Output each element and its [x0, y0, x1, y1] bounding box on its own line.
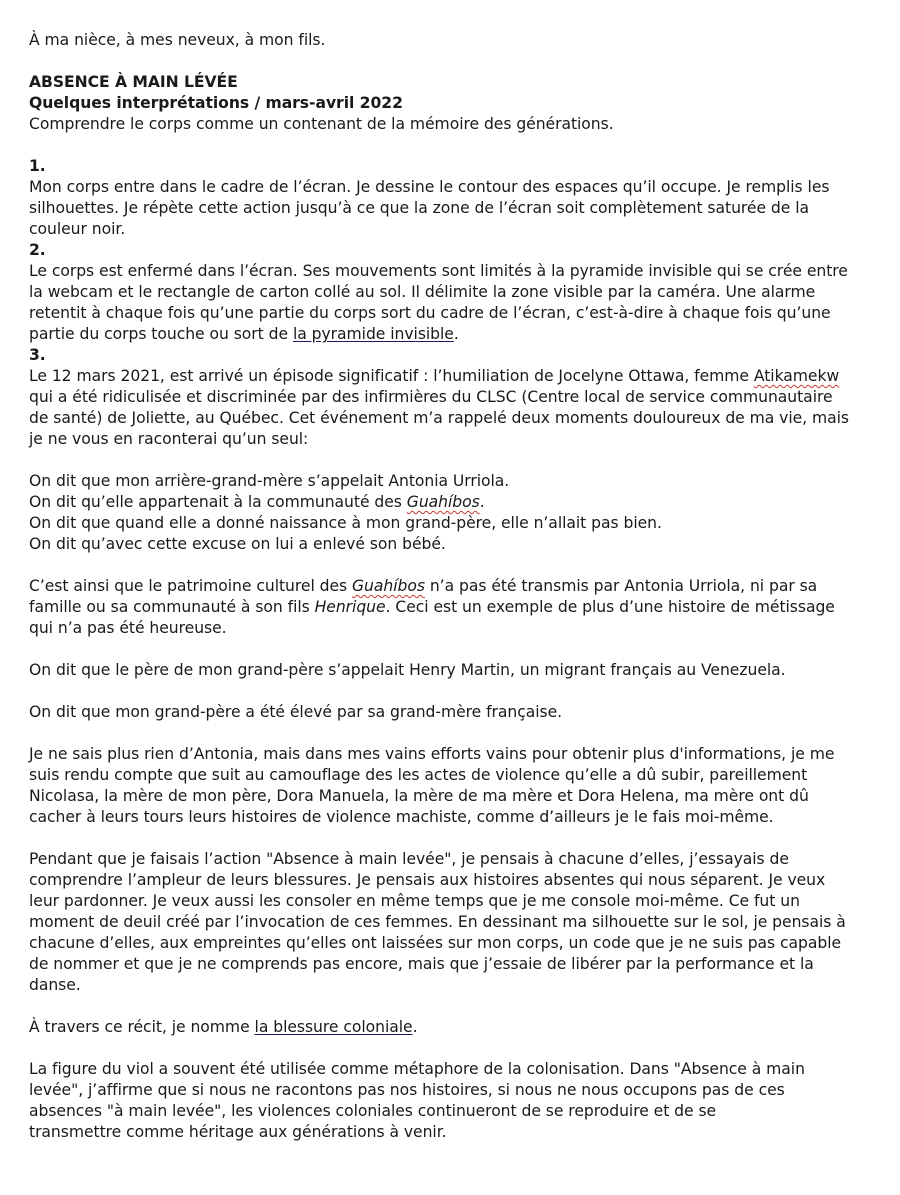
section-1-line: Mon corps entre dans le cadre de l’écran. Je dessine le contour des espaces qu’il occupe. Je remplis les	[29, 178, 830, 196]
paragraph-line: Nicolasa, la mère de mon père, Dora Manuela, la mère de ma mère et Dora Helena, ma mère ont dû	[29, 787, 809, 805]
section-3-line: Le 12 mars 2021, est arrivé un épisode significatif : l’humiliation de Jocelyne Ottawa, femme Atikamekw	[29, 367, 840, 385]
section-3-line: je ne vous en raconterai qu’un seul:	[29, 430, 309, 448]
section-2-number: 2.	[29, 241, 46, 259]
paragraph-line: absences "à main levée", les violences coloniales continueront de se reproduire et de se	[29, 1102, 717, 1120]
spellcheck-word: Guahíbos	[406, 493, 480, 511]
paragraph-line: comprendre l’ampleur de leurs blessures. Je pensais aux histoires absentes qui nous séparent. Je veux	[29, 871, 826, 889]
blessure-coloniale-link[interactable]: la blessure coloniale	[254, 1018, 413, 1036]
dedication: À ma nièce, à mes neveux, à mon fils.	[29, 31, 326, 49]
paragraph-line: leur pardonner. Je veux aussi les consoler en même temps que je me console moi-même. Ce fut un	[29, 892, 800, 910]
section-1-line: couleur noir.	[29, 220, 126, 238]
paragraph-line: suis rendu compte que suit au camouflage des les actes de violence qu’elle a dû subir, pareillement	[29, 766, 808, 784]
pyramide-invisible-link[interactable]: la pyramide invisible	[292, 325, 454, 343]
section-2-line: retentit à chaque fois qu’une partie du corps sort du cadre de l’écran, c’est-à-dire à chaque fois qu’une	[29, 304, 831, 322]
paragraph-line: moment de deuil créé par l’invocation de ces femmes. En dessinant ma silhouette sur le sol, je pensais à	[29, 913, 846, 931]
spellcheck-word: Guahíbos	[352, 577, 425, 595]
paragraph-line: levée", j’affirme que si nous ne racontons pas nos histoires, si nous ne nous occupons pas de ces	[29, 1081, 785, 1099]
paragraph-line: cacher à leurs tours leurs histoires de violence machiste, comme d’ailleurs je le fais moi-même.	[29, 808, 774, 826]
paragraph-line: chacune d’elles, aux empreintes qu’elles ont laissées sur mon corps, un code que je ne suis pas capable	[29, 934, 842, 952]
section-2-line: la webcam et le rectangle de carton collé au sol. Il délimite la zone visible par la caméra. Une alarme	[29, 283, 816, 301]
paragraph-line: Pendant que je faisais l’action "Absence à main levée", je pensais à chacune d’elles, j’essayais de	[29, 850, 789, 868]
section-3-line: qui a été ridiculisée et discriminée par des infirmières du CLSC (Centre local de service communautaire	[29, 388, 833, 406]
subtitle-text: Quelques interprétations / mars-avril 2022	[29, 94, 403, 112]
intro: Comprendre le corps comme un contenant de la mémoire des générations.	[29, 115, 614, 133]
section-2-line: Le corps est enfermé dans l’écran. Ses mouvements sont limités à la pyramide invisible qui se crée entre	[29, 262, 848, 280]
document-title	[29, 72, 880, 93]
spellcheck-word: Atikamekw	[753, 367, 840, 385]
paragraph-line: famille ou sa communauté à son fils Henrique. Ceci est un exemple de plus d’une histoire de métissage	[29, 598, 835, 616]
section-3-line: de santé) de Joliette, au Québec. Cet événement m’a rappelé deux moments douloureux de ma vie, mais	[29, 409, 849, 427]
section-2-line: partie du corps touche ou sort de la pyramide invisible.	[29, 325, 459, 343]
paragraph-line: À travers ce récit, je nomme la blessure coloniale.	[29, 1018, 418, 1036]
title-text: ABSENCE À MAIN LÉVÉE	[29, 73, 238, 91]
paragraph-line: Je ne sais plus rien d’Antonia, mais dans mes vains efforts vains pour obtenir plus d'informations, je me	[29, 745, 835, 763]
section-1-number: 1.	[29, 157, 46, 175]
paragraph-line: transmettre comme héritage aux générations à venir.	[29, 1123, 447, 1141]
paragraph-line: La figure du viol a souvent été utilisée comme métaphore de la colonisation. Dans "Absence à main	[29, 1060, 805, 1078]
document-subtitle	[29, 93, 880, 114]
paragraph-line: de nommer et que je ne comprends pas encore, mais que j’essaie de libérer par la performance et la	[29, 955, 814, 973]
paragraph-line: On dit que mon grand-père a été élevé par sa grand-mère française.	[29, 703, 563, 721]
ondit-line: On dit qu’avec cette excuse on lui a enlevé son bébé.	[29, 535, 446, 553]
ondit-line: On dit que quand elle a donné naissance à mon grand-père, elle n’allait pas bien.	[29, 514, 662, 532]
paragraph-line: C’est ainsi que le patrimoine culturel des Guahíbos n’a pas été transmis par Antonia Urriola, ni par sa	[29, 577, 818, 595]
ondit-line: On dit que mon arrière-grand-mère s’appelait Antonia Urriola.	[29, 472, 510, 490]
paragraph-line: danse.	[29, 976, 81, 994]
ondit-line: On dit qu’elle appartenait à la communauté des Guahíbos.	[29, 493, 485, 511]
section-1-line: silhouettes. Je répète cette action jusqu’à ce que la zone de l’écran soit complètement saturée de la	[29, 199, 810, 217]
section-3-number: 3.	[29, 346, 46, 364]
paragraph-line: qui n’a pas été heureuse.	[29, 619, 227, 637]
paragraph-line: On dit que le père de mon grand-père s’appelait Henry Martin, un migrant français au Venezuela.	[29, 661, 786, 679]
